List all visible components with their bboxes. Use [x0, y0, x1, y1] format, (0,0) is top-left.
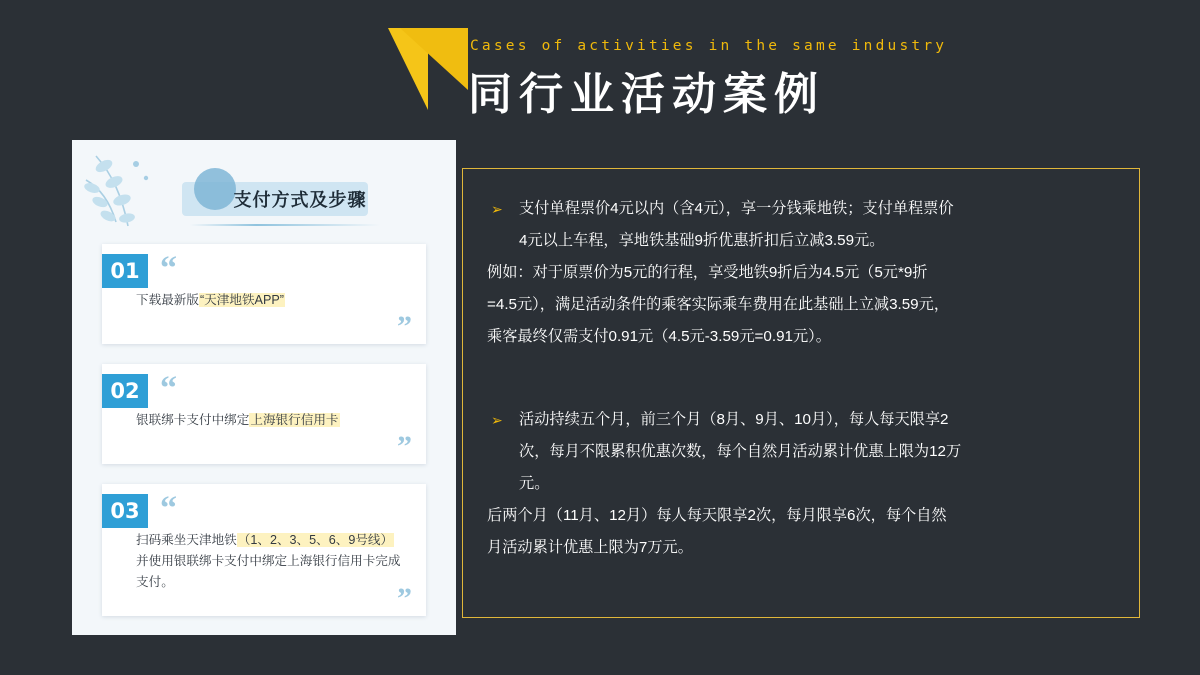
step-text — [136, 530, 404, 593]
quote-open-icon: “ — [160, 490, 177, 527]
activity-details-panel — [462, 168, 1140, 618]
step-card — [102, 484, 426, 616]
step-number: 01 — [102, 254, 148, 288]
step-text-highlight: 上海银行信用卡 — [250, 413, 339, 427]
detail-block-duration — [487, 404, 1117, 564]
bullet-text: 活动持续五个月，前三个月（8月、9月、10月），每人每天限享2 — [519, 411, 949, 428]
step-text-highlight: （1、2、3、5、6、9号线） — [237, 533, 394, 547]
panel-title: 支付方式及步骤 — [233, 190, 367, 210]
step-card — [102, 244, 426, 344]
step-text — [136, 410, 404, 431]
example-line: 例如：对于原票价为5元的行程，享受地铁9折后为4.5元（5元*9折 — [487, 264, 928, 281]
duration-line: 月活动累计优惠上限为7万元。 — [487, 539, 693, 556]
example-line: =4.5元），满足活动条件的乘客实际乘车费用在此基础上立减3.59元， — [487, 296, 950, 313]
step-text-before: 下载最新版 — [136, 293, 199, 307]
quote-close-icon: ” — [397, 582, 412, 615]
example-line: 乘客最终仅需支付0.91元（4.5元-3.59元=0.91元）。 — [487, 328, 831, 345]
header-eyebrow: Cases of activities in the same industry — [470, 38, 948, 54]
logo-triangle-right-icon — [400, 28, 468, 90]
bullet-line-continued: 4元以上车程，享地铁基础9折优惠折扣后立减3.59元。 — [519, 232, 885, 249]
step-card — [102, 364, 426, 464]
step-text-after: 并使用银联绑卡支付中绑定上海银行信用卡完成支付。 — [136, 554, 401, 589]
detail-block-pricing — [487, 193, 1117, 353]
step-text — [136, 290, 404, 311]
step-text-before: 扫码乘坐天津地铁 — [136, 533, 237, 547]
bullet-line-continued: 元。 — [519, 475, 550, 492]
bullet-text: 支付单程票价4元以内（含4元），享一分钱乘地铁；支付单程票价 — [519, 200, 954, 217]
step-number: 03 — [102, 494, 148, 528]
panel-title-underline — [190, 224, 380, 226]
quote-close-icon: ” — [397, 310, 412, 343]
step-text-highlight: “天津地铁APP” — [199, 293, 284, 307]
slide-header — [0, 0, 1200, 132]
arrow-bullet-icon: ➢ — [491, 412, 503, 428]
quote-close-icon: ” — [397, 430, 412, 463]
quote-open-icon: “ — [160, 370, 177, 407]
bullet-line-continued: 次，每月不限累积优惠次数，每个自然月活动累计优惠上限为12万 — [519, 443, 962, 460]
logo-mark-icon — [388, 28, 468, 110]
page-title: 同行业活动案例 — [468, 70, 825, 119]
arrow-bullet-icon: ➢ — [491, 201, 503, 217]
quote-open-icon: “ — [160, 250, 177, 287]
step-text-before: 银联绑卡支付中绑定 — [136, 413, 250, 427]
payment-steps-panel — [72, 140, 456, 635]
bullet-line — [487, 404, 1117, 436]
duration-line: 后两个月（11月、12月）每人每天限享2次，每月限享6次，每个自然 — [487, 507, 947, 524]
bullet-line — [487, 193, 1117, 225]
step-number: 02 — [102, 374, 148, 408]
